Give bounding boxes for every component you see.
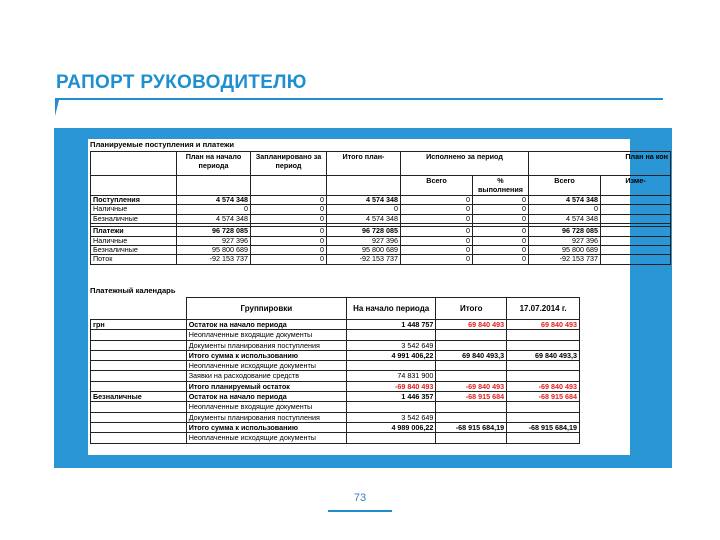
page-number: 73 [353, 492, 367, 504]
plan-row-label: Поток [91, 255, 177, 264]
plan-header-end-total: Всего [529, 176, 601, 196]
plan-cell [601, 236, 671, 245]
calendar-row [91, 371, 580, 381]
calendar-cell-start [346, 402, 435, 412]
plan-cell: 4 574 348 [177, 196, 251, 205]
calendar-row-label: Заявки на расходование средств [186, 371, 346, 381]
calendar-cell-start [346, 433, 435, 443]
plan-section-title: Планируемые поступления и платежи [90, 140, 235, 149]
calendar-row [91, 340, 580, 350]
calendar-group: грн [91, 320, 187, 330]
plan-cell: 927 396 [327, 236, 401, 245]
calendar-cell-total [436, 402, 507, 412]
plan-cell: 4 574 348 [529, 196, 601, 205]
calendar-cell-start [346, 330, 435, 340]
calendar-cell-date [507, 412, 580, 422]
calendar-row [91, 402, 580, 412]
calendar-cell-start: 1 448 757 [346, 320, 435, 330]
plan-cell: 0 [401, 255, 473, 264]
plan-header-planned: Запланировано за период [251, 152, 327, 176]
calendar-row [91, 433, 580, 443]
calendar-cell-start: 4 989 006,22 [346, 422, 435, 432]
calendar-cell-start: 1 446 357 [346, 392, 435, 402]
plan-cell: 0 [251, 236, 327, 245]
calendar-header-total: Итого [436, 298, 507, 320]
plan-cell: 0 [401, 227, 473, 236]
plan-cell: 0 [473, 236, 529, 245]
calendar-cell-total: -68 915 684 [436, 392, 507, 402]
calendar-group [91, 402, 187, 412]
plan-row-label: Наличные [91, 236, 177, 245]
calendar-group [91, 381, 187, 391]
calendar-cell-total: 69 840 493,3 [436, 350, 507, 360]
page-number-underline [328, 510, 392, 512]
plan-cell: 0 [327, 205, 401, 214]
plan-cell: 0 [251, 205, 327, 214]
plan-cell [601, 227, 671, 236]
plan-cell: 4 574 348 [529, 214, 601, 223]
calendar-group [91, 330, 187, 340]
plan-cell: -92 153 737 [327, 255, 401, 264]
calendar-table [90, 297, 580, 444]
plan-cell: 0 [473, 214, 529, 223]
page-title: РАПОРТ РУКОВОДИТЕЛЮ [56, 72, 307, 93]
calendar-row [91, 330, 580, 340]
plan-cell: 0 [251, 196, 327, 205]
calendar-row-label: Остаток на начало периода [186, 392, 346, 402]
calendar-header-start: На начало периода [346, 298, 435, 320]
calendar-cell-total [436, 330, 507, 340]
plan-cell: 0 [473, 196, 529, 205]
plan-row-label: Поступления [91, 196, 177, 205]
plan-cell: 927 396 [529, 236, 601, 245]
calendar-cell-date [507, 433, 580, 443]
plan-row [91, 196, 671, 205]
calendar-cell-start: 4 991 406,22 [346, 350, 435, 360]
plan-table [90, 151, 671, 265]
plan-header-percent: % выполнения [473, 176, 529, 196]
calendar-row [91, 320, 580, 330]
calendar-group [91, 371, 187, 381]
plan-cell: 96 728 085 [529, 227, 601, 236]
calendar-group: Безналичные [91, 392, 187, 402]
calendar-cell-date: -68 915 684 [507, 392, 580, 402]
plan-cell: 0 [251, 255, 327, 264]
plan-row [91, 214, 671, 223]
plan-cell [601, 246, 671, 255]
calendar-cell-date [507, 330, 580, 340]
plan-cell: 4 574 348 [327, 214, 401, 223]
calendar-cell-date: -69 840 493 [507, 381, 580, 391]
calendar-cell-date [507, 402, 580, 412]
plan-row-label: Платежи [91, 227, 177, 236]
calendar-row [91, 412, 580, 422]
calendar-row-label: Неоплаченные входящие документы [186, 330, 346, 340]
calendar-group [91, 350, 187, 360]
title-underline [55, 98, 663, 100]
spreadsheet-screenshot [88, 139, 669, 455]
calendar-header-groupings: Группировки [186, 298, 346, 320]
title-accent-tick [55, 100, 59, 116]
calendar-section-title: Платежный календарь [90, 286, 176, 295]
calendar-row-label: Документы планирования поступления [186, 412, 346, 422]
calendar-cell-date: 69 840 493,3 [507, 350, 580, 360]
plan-row [91, 205, 671, 214]
calendar-row-label: Неоплаченные исходящие документы [186, 361, 346, 371]
calendar-row-label: Остаток на начало периода [186, 320, 346, 330]
calendar-group [91, 340, 187, 350]
plan-cell [601, 255, 671, 264]
plan-cell: 0 [401, 246, 473, 255]
plan-cell: 0 [251, 246, 327, 255]
calendar-cell-total [436, 412, 507, 422]
calendar-cell-start: 74 831 900 [346, 371, 435, 381]
plan-cell: 0 [251, 227, 327, 236]
plan-cell: 0 [473, 246, 529, 255]
plan-cell: 927 396 [177, 236, 251, 245]
plan-row-label: Наличные [91, 205, 177, 214]
plan-cell: 0 [401, 236, 473, 245]
calendar-row [91, 361, 580, 371]
plan-cell: 96 728 085 [327, 227, 401, 236]
plan-cell [601, 214, 671, 223]
calendar-cell-date [507, 361, 580, 371]
calendar-group [91, 433, 187, 443]
plan-cell: 0 [401, 196, 473, 205]
calendar-cell-total [436, 371, 507, 381]
calendar-cell-total: -69 840 493 [436, 381, 507, 391]
calendar-cell-date: 69 840 493 [507, 320, 580, 330]
plan-cell: 0 [473, 255, 529, 264]
calendar-row [91, 392, 580, 402]
calendar-header-date: 17.07.2014 г. [507, 298, 580, 320]
plan-cell: 96 728 085 [177, 227, 251, 236]
calendar-row-label: Итого сумма к использованию [186, 422, 346, 432]
plan-cell: 0 [401, 214, 473, 223]
calendar-group [91, 361, 187, 371]
calendar-row-label: Неоплаченные входящие документы [186, 402, 346, 412]
calendar-row [91, 350, 580, 360]
plan-header-blank [91, 152, 177, 176]
calendar-group [91, 422, 187, 432]
plan-cell: 0 [401, 205, 473, 214]
plan-header-change: Изме- [601, 176, 671, 196]
plan-cell: 0 [529, 205, 601, 214]
calendar-cell-start: 3 542 649 [346, 340, 435, 350]
plan-cell: -92 153 737 [529, 255, 601, 264]
calendar-cell-date: -68 915 684,19 [507, 422, 580, 432]
calendar-row-label: Итого планируемый остаток [186, 381, 346, 391]
calendar-cell-total [436, 340, 507, 350]
calendar-row-label: Итого сумма к использованию [186, 350, 346, 360]
report-panel [54, 128, 672, 468]
plan-row-label: Безналичные [91, 246, 177, 255]
calendar-cell-total: 69 840 493 [436, 320, 507, 330]
plan-cell: 0 [473, 227, 529, 236]
plan-cell [601, 196, 671, 205]
plan-row-label: Безналичные [91, 214, 177, 223]
calendar-cell-start [346, 361, 435, 371]
calendar-cell-start: -69 840 493 [346, 381, 435, 391]
calendar-cell-total [436, 361, 507, 371]
plan-row [91, 255, 671, 264]
calendar-group [91, 412, 187, 422]
plan-header-executed: Исполнено за период [401, 152, 529, 176]
plan-header-total: Итого план- [327, 152, 401, 176]
plan-cell: 0 [177, 205, 251, 214]
calendar-row [91, 422, 580, 432]
calendar-cell-date [507, 371, 580, 381]
plan-header-exec-total: Всего [401, 176, 473, 196]
plan-cell: 95 800 689 [327, 246, 401, 255]
plan-cell: 0 [251, 214, 327, 223]
plan-cell: -92 153 737 [177, 255, 251, 264]
plan-cell [601, 205, 671, 214]
plan-cell: 4 574 348 [177, 214, 251, 223]
plan-cell: 4 574 348 [327, 196, 401, 205]
plan-cell: 95 800 689 [529, 246, 601, 255]
calendar-cell-total: -68 915 684,19 [436, 422, 507, 432]
calendar-cell-total [436, 433, 507, 443]
plan-header-end: План на кон [529, 152, 671, 176]
calendar-row-label: Документы планирования поступления [186, 340, 346, 350]
calendar-row [91, 381, 580, 391]
plan-row [91, 227, 671, 236]
plan-cell: 95 800 689 [177, 246, 251, 255]
plan-cell: 0 [473, 205, 529, 214]
calendar-cell-date [507, 340, 580, 350]
calendar-cell-start: 3 542 649 [346, 412, 435, 422]
plan-header-start: План на начало периода [177, 152, 251, 176]
calendar-row-label: Неоплаченные исходящие документы [186, 433, 346, 443]
